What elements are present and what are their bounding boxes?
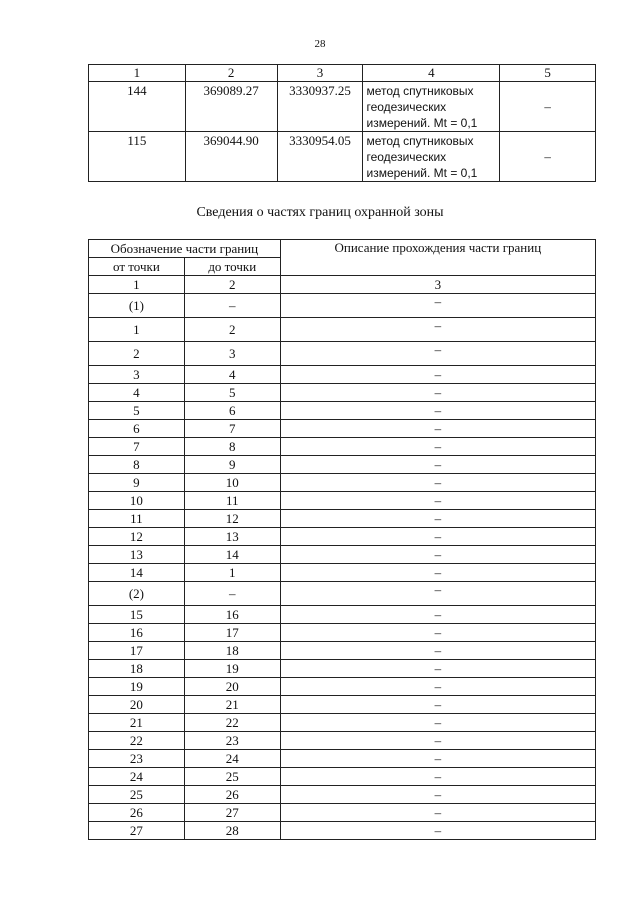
description-cell: –	[280, 786, 595, 804]
description-cell: –	[280, 804, 595, 822]
description-cell: –	[280, 546, 595, 564]
from-point-cell: 13	[89, 546, 185, 564]
from-point-cell: 11	[89, 510, 185, 528]
boundary-parts-table	[88, 239, 596, 840]
to-point-cell: 17	[184, 624, 280, 642]
from-point-cell: 7	[89, 438, 185, 456]
header-cell: 1	[89, 65, 186, 82]
boundary-part-row	[89, 342, 596, 366]
note-cell: –	[500, 82, 596, 132]
boundary-part-row	[89, 318, 596, 342]
from-point-cell: 4	[89, 384, 185, 402]
description-cell: –	[280, 528, 595, 546]
x-coordinate-cell: 369044.90	[185, 132, 277, 182]
to-point-cell: 1	[184, 564, 280, 582]
from-point-cell: 15	[89, 606, 185, 624]
from-point-cell: 23	[89, 750, 185, 768]
method-line: геодезических	[366, 100, 447, 114]
boundary-part-row	[89, 678, 596, 696]
description-cell: –	[280, 582, 595, 606]
method-cell	[363, 132, 500, 182]
number-cell: 1	[89, 276, 185, 294]
number-cell: 2	[184, 276, 280, 294]
from-point-cell: 9	[89, 474, 185, 492]
boundary-part-row	[89, 420, 596, 438]
to-point-cell: 5	[184, 384, 280, 402]
parts-header-row	[89, 240, 596, 258]
from-point-cell: (1)	[89, 294, 185, 318]
point-cell: 144	[89, 82, 186, 132]
description-cell: –	[280, 384, 595, 402]
description-cell: –	[280, 696, 595, 714]
boundary-part-row	[89, 732, 596, 750]
boundary-part-row	[89, 528, 596, 546]
coordinates-header-row	[89, 65, 596, 82]
to-point-cell: 23	[184, 732, 280, 750]
boundary-part-row	[89, 546, 596, 564]
to-point-cell: 7	[184, 420, 280, 438]
description-cell: –	[280, 456, 595, 474]
boundary-part-row	[89, 768, 596, 786]
boundary-part-row	[89, 492, 596, 510]
from-point-cell: 21	[89, 714, 185, 732]
from-point-cell: 6	[89, 420, 185, 438]
to-point-cell: 12	[184, 510, 280, 528]
method-line: измерений. Mt = 0,1	[366, 166, 478, 180]
boundary-part-row	[89, 366, 596, 384]
method-line: метод спутниковых	[366, 134, 474, 148]
y-coordinate-cell: 3330937.25	[277, 82, 363, 132]
page-number: 28	[314, 38, 326, 50]
description-cell: –	[280, 714, 595, 732]
boundary-part-row	[89, 786, 596, 804]
coordinates-row	[89, 82, 596, 132]
description-cell: –	[280, 642, 595, 660]
boundary-part-row	[89, 660, 596, 678]
method-line: метод спутниковых	[366, 84, 474, 98]
from-point-cell: 8	[89, 456, 185, 474]
point-cell: 115	[89, 132, 186, 182]
from-point-cell: 2	[89, 342, 185, 366]
to-point-cell: –	[184, 294, 280, 318]
to-point-cell: 3	[184, 342, 280, 366]
to-point-cell: 27	[184, 804, 280, 822]
section-title: Сведения о частях границ охранной зоны	[196, 205, 444, 220]
boundary-part-row	[89, 822, 596, 840]
boundary-part-row	[89, 582, 596, 606]
to-point-cell: 21	[184, 696, 280, 714]
from-point-cell: 12	[89, 528, 185, 546]
description-cell: –	[280, 624, 595, 642]
from-point-cell: 20	[89, 696, 185, 714]
x-coordinate-cell: 369089.27	[185, 82, 277, 132]
from-point-cell: 18	[89, 660, 185, 678]
boundary-part-row	[89, 456, 596, 474]
to-point-cell: 6	[184, 402, 280, 420]
boundary-part-row	[89, 474, 596, 492]
description-cell: –	[280, 318, 595, 342]
to-point-cell: 4	[184, 366, 280, 384]
boundary-part-row	[89, 438, 596, 456]
description-cell: –	[280, 366, 595, 384]
boundary-part-row	[89, 606, 596, 624]
from-point-cell: 17	[89, 642, 185, 660]
boundary-part-row	[89, 624, 596, 642]
method-line: измерений. Mt = 0,1	[366, 116, 478, 130]
boundary-part-row	[89, 750, 596, 768]
to-point-cell: 11	[184, 492, 280, 510]
coordinates-row	[89, 132, 596, 182]
from-point-cell: 26	[89, 804, 185, 822]
to-point-cell: 10	[184, 474, 280, 492]
header-cell: 2	[185, 65, 277, 82]
boundary-part-row	[89, 642, 596, 660]
to-header: до точки	[184, 258, 280, 276]
description-cell: –	[280, 402, 595, 420]
from-header: от точки	[89, 258, 185, 276]
to-point-cell: 25	[184, 768, 280, 786]
description-cell: –	[280, 732, 595, 750]
description-cell: –	[280, 678, 595, 696]
coordinates-table	[88, 64, 596, 182]
to-point-cell: 16	[184, 606, 280, 624]
to-point-cell: 9	[184, 456, 280, 474]
description-cell: –	[280, 750, 595, 768]
boundary-part-row	[89, 510, 596, 528]
y-coordinate-cell: 3330954.05	[277, 132, 363, 182]
header-cell: 4	[363, 65, 500, 82]
description-cell: –	[280, 294, 595, 318]
header-cell: 5	[500, 65, 596, 82]
to-point-cell: 19	[184, 660, 280, 678]
description-cell: –	[280, 474, 595, 492]
method-cell	[363, 82, 500, 132]
to-point-cell: 26	[184, 786, 280, 804]
to-point-cell: 24	[184, 750, 280, 768]
method-line: геодезических	[366, 150, 447, 164]
from-point-cell: 5	[89, 402, 185, 420]
boundary-part-row	[89, 294, 596, 318]
to-point-cell: 28	[184, 822, 280, 840]
boundary-part-row	[89, 696, 596, 714]
to-point-cell: 18	[184, 642, 280, 660]
from-point-cell: 14	[89, 564, 185, 582]
description-cell: –	[280, 606, 595, 624]
note-cell: –	[500, 132, 596, 182]
description-cell: –	[280, 342, 595, 366]
to-point-cell: 2	[184, 318, 280, 342]
from-point-cell: 24	[89, 768, 185, 786]
description-cell: –	[280, 438, 595, 456]
parts-number-row	[89, 276, 596, 294]
description-cell: –	[280, 564, 595, 582]
boundary-part-row	[89, 564, 596, 582]
description-cell: –	[280, 768, 595, 786]
boundary-part-row	[89, 402, 596, 420]
from-point-cell: 27	[89, 822, 185, 840]
description-header: Описание прохождения части границ	[280, 240, 595, 276]
boundary-part-row	[89, 714, 596, 732]
group-header: Обозначение части границ	[89, 240, 281, 258]
from-point-cell: 3	[89, 366, 185, 384]
boundary-part-row	[89, 804, 596, 822]
boundary-part-row	[89, 384, 596, 402]
to-point-cell: 20	[184, 678, 280, 696]
description-cell: –	[280, 660, 595, 678]
description-cell: –	[280, 492, 595, 510]
from-point-cell: 10	[89, 492, 185, 510]
description-cell: –	[280, 420, 595, 438]
to-point-cell: 22	[184, 714, 280, 732]
from-point-cell: 25	[89, 786, 185, 804]
number-cell: 3	[280, 276, 595, 294]
from-point-cell: 1	[89, 318, 185, 342]
to-point-cell: 13	[184, 528, 280, 546]
to-point-cell: 8	[184, 438, 280, 456]
to-point-cell: 14	[184, 546, 280, 564]
description-cell: –	[280, 510, 595, 528]
from-point-cell: 22	[89, 732, 185, 750]
from-point-cell: (2)	[89, 582, 185, 606]
description-cell: –	[280, 822, 595, 840]
header-cell: 3	[277, 65, 363, 82]
from-point-cell: 16	[89, 624, 185, 642]
to-point-cell: –	[184, 582, 280, 606]
from-point-cell: 19	[89, 678, 185, 696]
